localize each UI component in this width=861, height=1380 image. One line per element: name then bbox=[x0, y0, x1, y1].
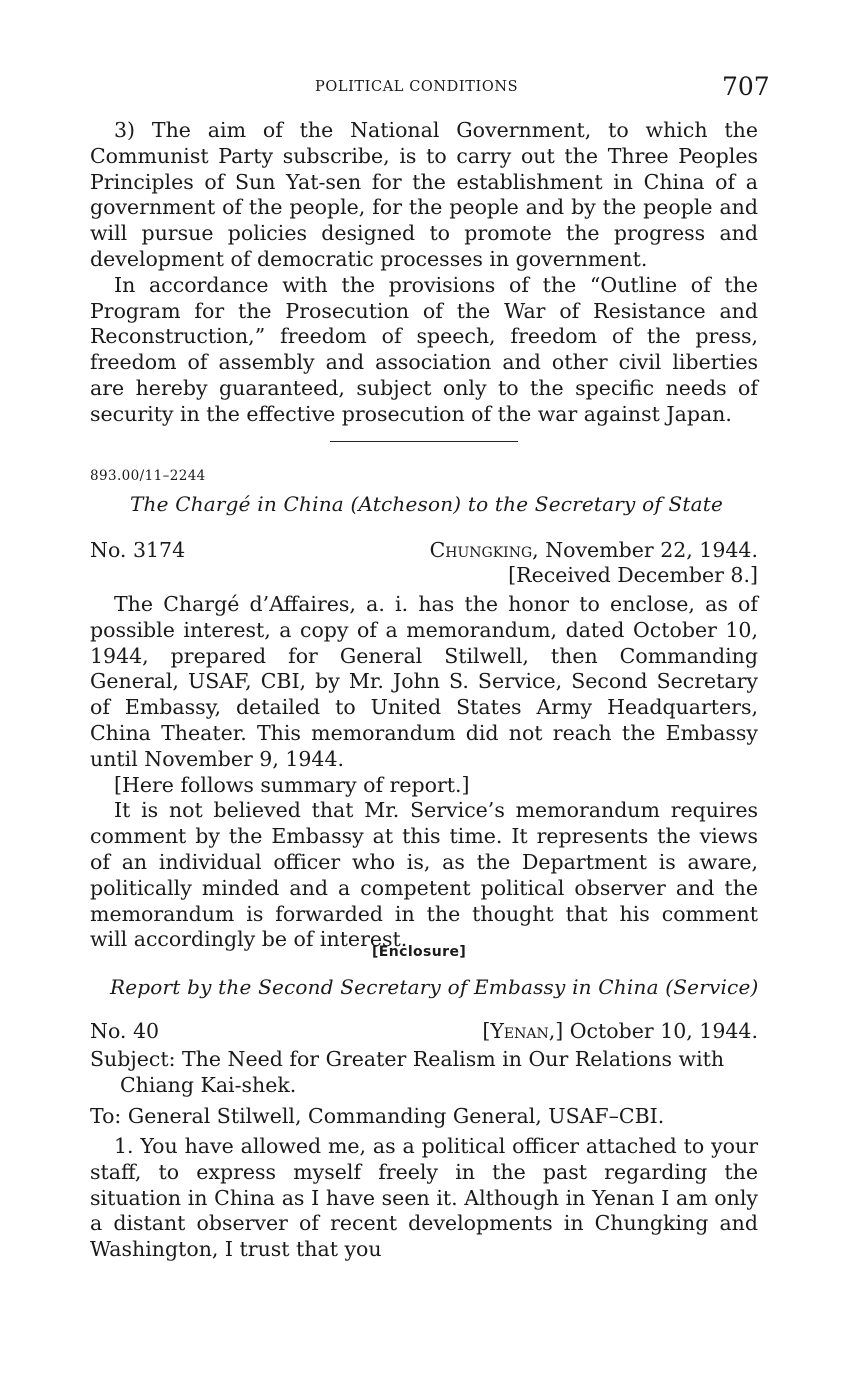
file-number: 893.00/11–2244 bbox=[90, 468, 206, 484]
report-body bbox=[90, 1134, 758, 1263]
dateline-place: Chungking, bbox=[429, 538, 539, 562]
dateline bbox=[430, 538, 758, 562]
report-dateline bbox=[482, 1019, 758, 1043]
paragraph-summary-note: [Here follows summary of report.] bbox=[114, 772, 470, 797]
page-number: 707 bbox=[722, 72, 770, 101]
letter-body bbox=[90, 592, 758, 953]
paragraph-enclosure-note: The Chargé d’Affaires, a. i. has the honor to enclose, as of possible interest, a copy of a memorandum, dated October 10, 1944, prepared for General Stilwell, then Commanding General, USAF, CBI, by Mr. John S. Service, Second Secretary of Embassy, detailed to United States Army Headquarters, China Theater. This memorandum did not reach the Embassy until November 9, 1944. bbox=[90, 592, 758, 771]
dateline-date: November 22, 1944. bbox=[538, 538, 758, 562]
received-date: [Received December 8.] bbox=[508, 563, 758, 587]
paragraph-report-1: 1. You have allowed me, as a political officer attached to your staff, to express myself freely in the past regarding the situation in China as I have seen it. Although in Yenan I am only a distant observer of recent developments in Chungking and Washington, I trust that you bbox=[90, 1134, 758, 1262]
report-title: Report by the Second Secretary of Embassy in China (Service) bbox=[110, 975, 759, 999]
document-number: No. 3174 bbox=[90, 538, 186, 562]
paragraph-comment: It is not believed that Mr. Service’s memorandum requires comment by the Embassy at this time. It represents the views of an individual officer who is, as the Department is aware, politically minded and a competent political observer and the memorandum is forwarded in the thought that his comment will accordingly be of interest. bbox=[90, 798, 758, 952]
enclosure-label: [Enclosure] bbox=[372, 944, 467, 960]
report-recipient: To: General Stilwell, Commanding General, USAF–CBI. bbox=[90, 1104, 665, 1128]
section-divider bbox=[330, 441, 518, 442]
report-subject: Subject: The Need for Greater Realism in Our Relations with Chiang Kai-shek. bbox=[90, 1047, 725, 1097]
report-number: No. 40 bbox=[90, 1019, 160, 1043]
document-title: The Chargé in China (Atcheson) to the Secretary of State bbox=[130, 492, 724, 516]
report-place: [Yenan,] bbox=[482, 1019, 564, 1043]
paragraph-aim-of-government: 3) The aim of the National Government, to which the Communist Party subscribe, is to carry out the Three Peoples Principles of Sun Yat-sen for the establishment in China of a government of the people, for the people and by the people and will pursue policies designed to promote the progress and development of democratic processes in government. bbox=[90, 118, 758, 271]
top-text-block bbox=[90, 118, 758, 428]
paragraph-civil-liberties: In accordance with the provisions of the “Outline of the Program for the Prosecution of the War of Resistance and Reconstruction,” freedom of speech, freedom of the press, freedom of assembly and association and other civil liberties are hereby guaranteed, subject only to the specific needs of security in the effective prosecution of the war against Japan. bbox=[90, 272, 758, 426]
report-date: October 10, 1944. bbox=[563, 1019, 758, 1043]
running-title: POLITICAL CONDITIONS bbox=[315, 79, 519, 95]
